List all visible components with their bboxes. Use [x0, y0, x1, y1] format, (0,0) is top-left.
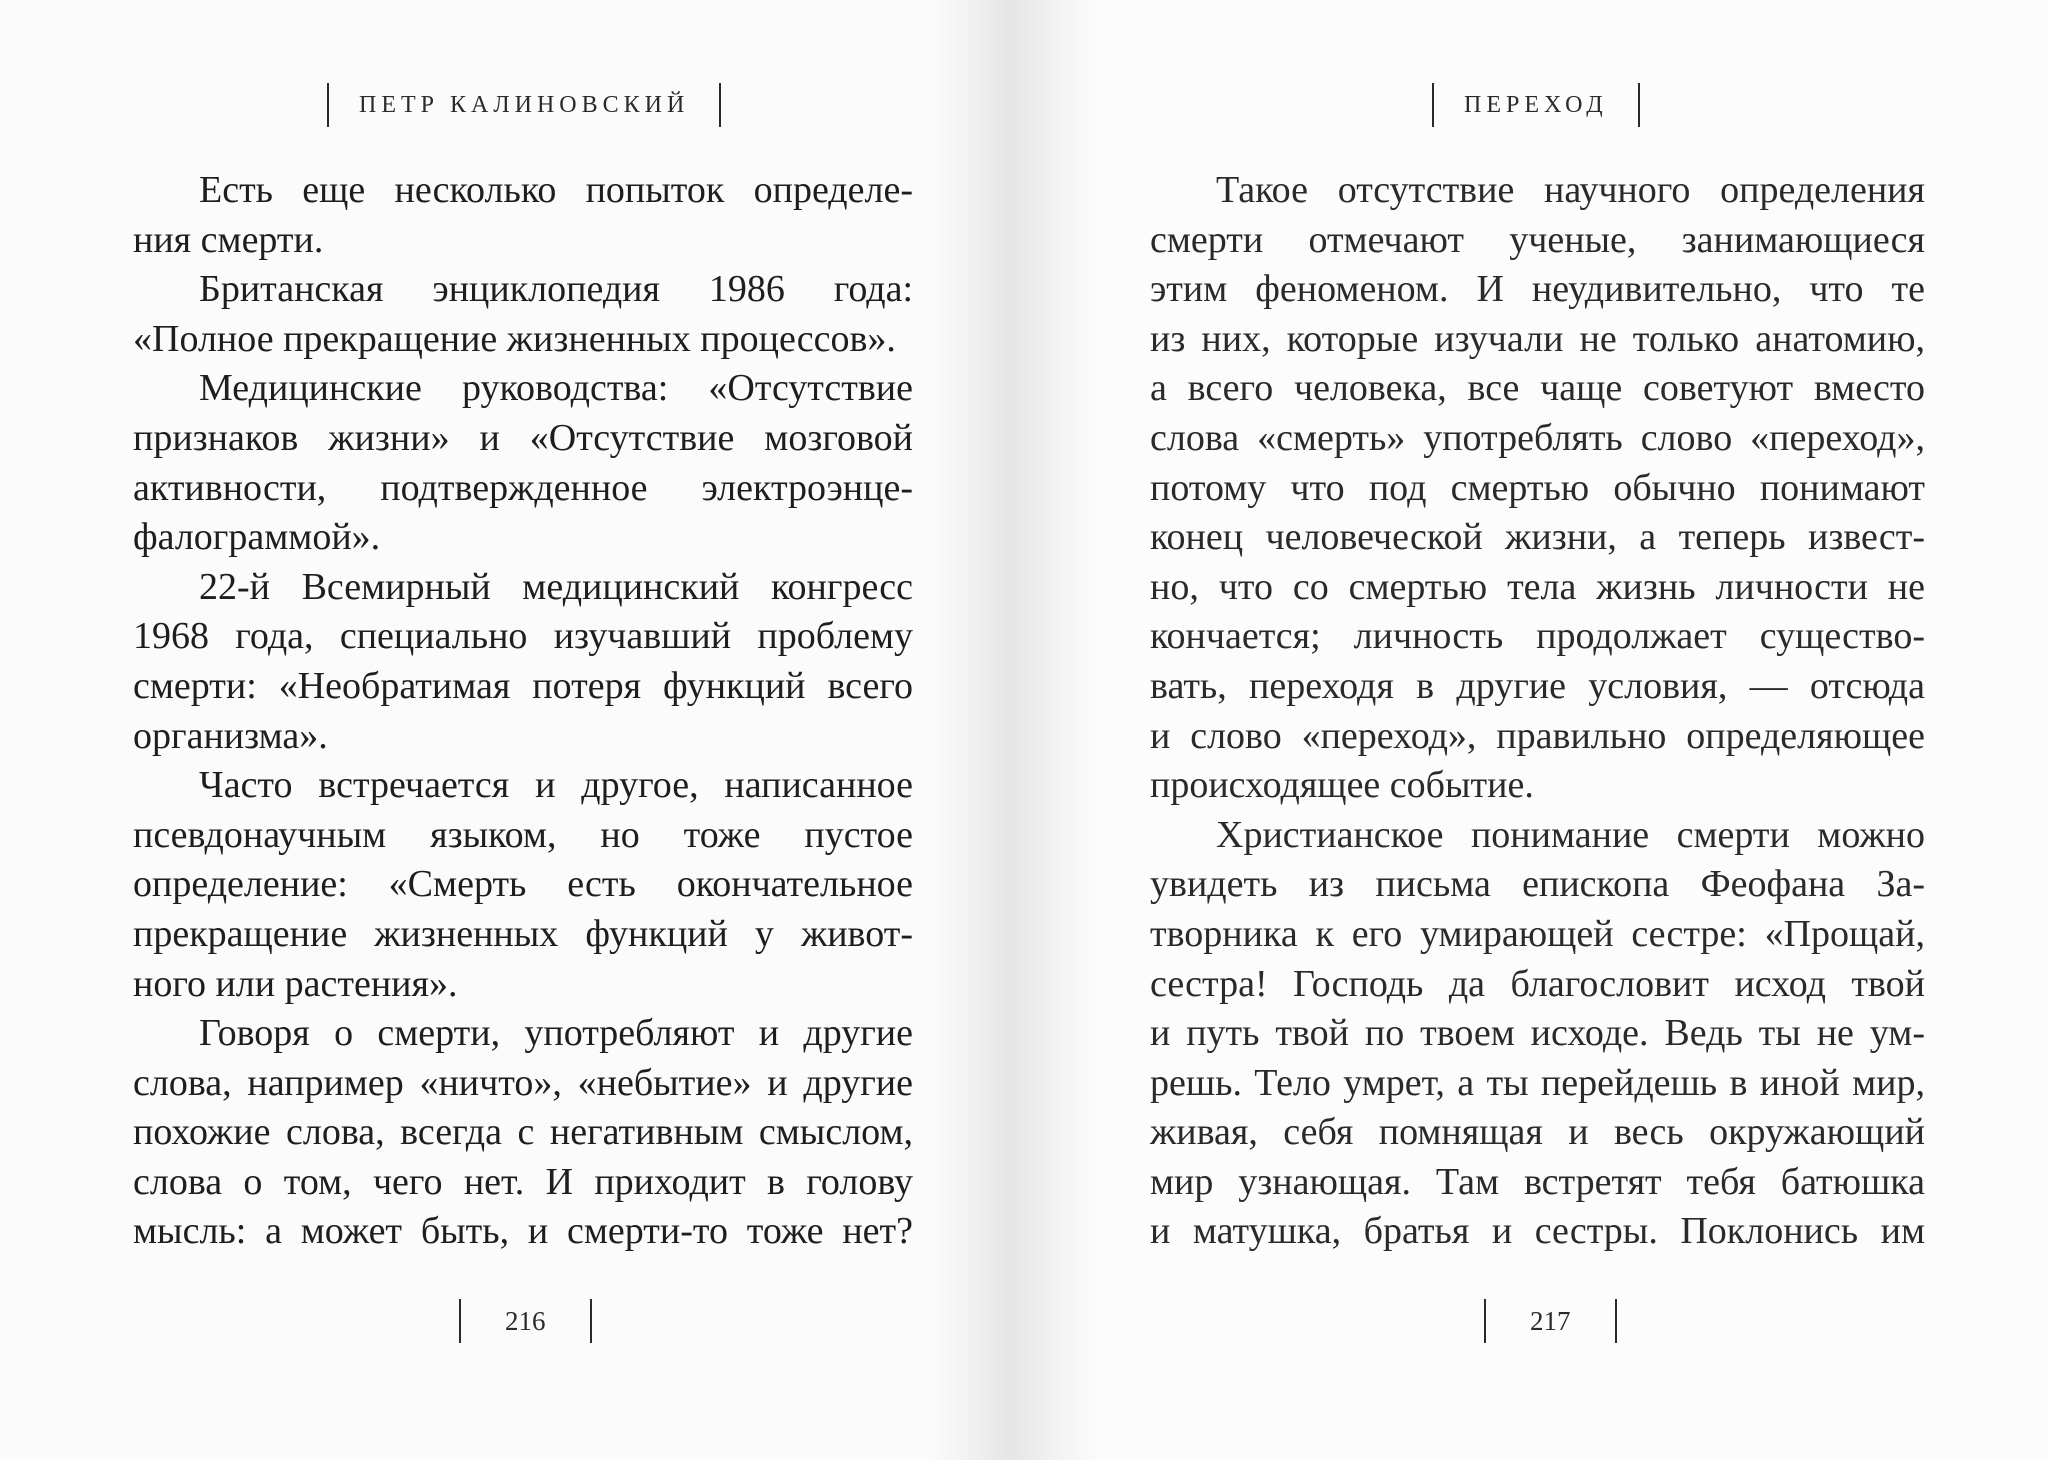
text-line: вать, переходя в другие условия, — отсюда: [1150, 664, 1925, 707]
text-line: этим феноменом. И неудивительно, что те: [1150, 268, 1925, 311]
right-header-title: ПЕРЕХОД: [1464, 91, 1608, 118]
header-rule-right: [719, 83, 721, 127]
text-line: живая, себя помнящая и весь окружающий: [1150, 1111, 1925, 1154]
text-line: Есть еще несколько попыток определе-: [199, 169, 913, 211]
text-line: из них, которые изучали не только анатомию,: [1150, 317, 1925, 360]
text-line: а всего человека, все чаще советуют вместо: [1150, 367, 1925, 410]
text-line: ного или растения».: [133, 962, 458, 1005]
text-line: активности, подтвержденное электроэнце-: [133, 466, 913, 509]
text-line: организма».: [133, 714, 328, 757]
text-line: слова «смерть» употреблять слово «переход»,: [1150, 416, 1925, 459]
text-line: определение: «Смерть есть окончательное: [133, 863, 913, 906]
text-line: Британская энциклопедия 1986 года:: [199, 268, 913, 311]
text-line: и слово «переход», правильно определяющее: [1150, 714, 1925, 757]
text-line: творника к его умирающей сестре: «Прощай,: [1150, 912, 1925, 955]
text-line: кончается; личность продолжает существо-: [1150, 615, 1925, 658]
text-line: 1968 года, специально изучавший проблему: [133, 615, 913, 658]
text-line: решь. Тело умрет, а ты перейдешь в иной мир,: [1150, 1061, 1925, 1104]
text-line: слова, например «ничто», «небытие» и другие: [133, 1061, 913, 1104]
right-body-text: [1150, 166, 1925, 1257]
text-line: увидеть из письма епископа Феофана За-: [1150, 863, 1925, 906]
text-line: 22-й Всемирный медицинский конгресс: [199, 565, 913, 608]
text-line: Медицинские руководства: «Отсутствие: [199, 367, 913, 410]
right-running-header: [1000, 82, 2048, 128]
text-line: потому что под смертью обычно понимают: [1150, 466, 1925, 509]
text-line: Такое отсутствие научного определения: [1216, 169, 1925, 211]
text-line: мир узнающая. Там встретят тебя батюшка: [1150, 1160, 1925, 1203]
left-page: [0, 0, 1000, 1460]
text-line: ния смерти.: [133, 218, 324, 261]
left-header-title: ПЕТР КАЛИНОВСКИЙ: [359, 91, 690, 118]
text-line: Говоря о смерти, употребляют и другие: [199, 1012, 913, 1055]
text-line: похожие слова, всегда с негативным смыслом,: [133, 1111, 913, 1154]
text-line: псевдонаучным языком, но тоже пустое: [133, 813, 913, 856]
left-running-header: [0, 82, 1000, 128]
page-number-text: 216: [505, 1305, 546, 1336]
text-line: и путь твой по твоем исходе. Ведь ты не ум-: [1150, 1012, 1925, 1055]
text-line: признаков жизни» и «Отсутствие мозговой: [133, 416, 913, 459]
text-line: мысль: а может быть, и смерти-то тоже нет?: [133, 1210, 913, 1253]
text-line: Христианское понимание смерти можно: [1216, 813, 1925, 856]
text-line: прекращение жизненных функций у живот-: [133, 912, 913, 955]
text-line: конец человеческой жизни, а теперь извест-: [1150, 516, 1925, 559]
text-line: сестра! Господь да благословит исход твой: [1150, 962, 1925, 1005]
text-line: смерти: «Необратимая потеря функций всего: [133, 664, 913, 707]
left-page-number: [0, 1298, 1000, 1344]
text-line: Часто встречается и другое, написанное: [199, 764, 913, 807]
text-line: «Полное прекращение жизненных процессов».: [133, 317, 896, 360]
text-line: происходящее событие.: [1150, 764, 1534, 807]
text-line: но, что со смертью тела жизнь личности не: [1150, 565, 1925, 608]
text-line: смерти отмечают ученые, занимающиеся: [1150, 218, 1925, 261]
pagenum-rule-right: [590, 1299, 592, 1343]
text-line: и матушка, братья и сестры. Поклонись им: [1150, 1210, 1925, 1253]
text-line: слова о том, чего нет. И приходит в голову: [133, 1160, 913, 1203]
text-line: фалограммой».: [133, 516, 381, 559]
right-page-number: [1000, 1298, 2048, 1344]
left-body-text: [133, 166, 913, 1257]
pagenum-rule-right: [1615, 1299, 1617, 1343]
header-rule-right: [1638, 83, 1640, 127]
page-number-text: 217: [1530, 1305, 1571, 1336]
